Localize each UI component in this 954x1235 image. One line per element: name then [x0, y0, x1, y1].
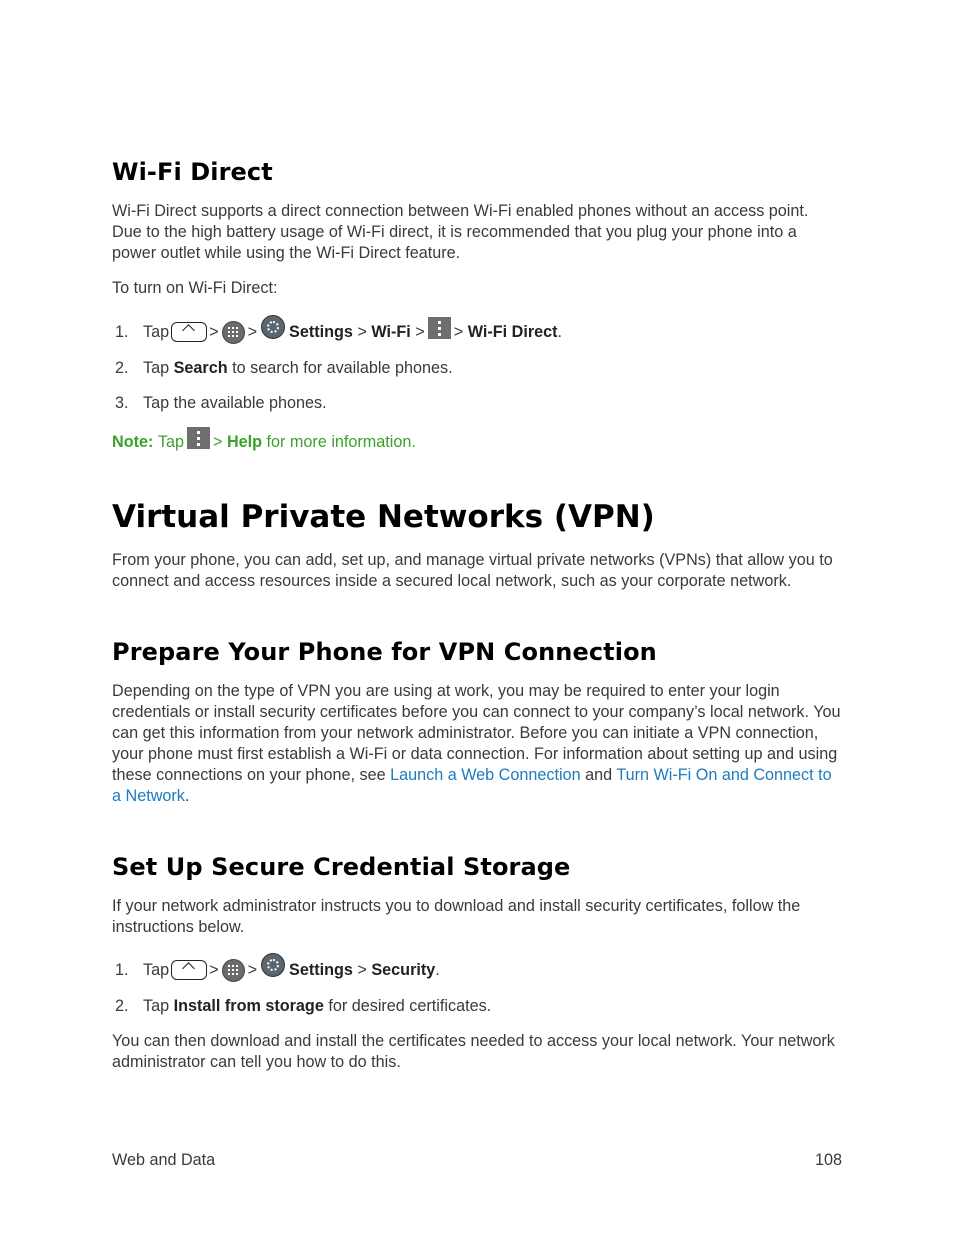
home-icon: [171, 322, 207, 342]
apps-icon: [222, 321, 245, 344]
prepare-body: Depending on the type of VPN you are using at work, you may be required to enter your login credentials or install security certificates before you can connect to your company’s local network. You can get this information from your network administrator. Before you can initiate a VPN connection, your phone must first establish a Wi-Fi or data connection. For information about setting up and using these connections on your phone, see Launch a Web Connection and Turn Wi-Fi On and Connect to a Network.: [112, 682, 841, 805]
settings-gear-icon: [261, 315, 285, 339]
wifi-direct-step-1: 1. Tap > > Settings > Wi-Fi > > Wi-Fi Direct .: [115, 320, 562, 344]
section-title-prepare: Prepare Your Phone for VPN Connection: [112, 638, 657, 666]
wifi-direct-step-2: 2. Tap Search to search for available phones.: [115, 359, 453, 377]
section-title-wifi-direct: Wi-Fi Direct: [112, 158, 273, 186]
page-number: 108: [814, 1151, 842, 1169]
storage-step-1: 1. Tap > > Settings > Security .: [115, 958, 440, 982]
section-title-storage: Set Up Secure Credential Storage: [112, 853, 571, 881]
menu-icon: [428, 317, 451, 339]
apps-icon: [222, 959, 245, 982]
wifi-direct-intro: Wi-Fi Direct supports a direct connection between Wi-Fi enabled phones without an access point. Due to the high battery usage of Wi-Fi direct, it is recommended that you plug your phone into a power outlet while using the Wi-Fi Direct feature.: [112, 202, 809, 262]
vpn-intro: From your phone, you can add, set up, and manage virtual private networks (VPNs) that allow you to connect and access resources inside a secured local network, such as your corporate network.: [112, 551, 833, 590]
launch-web-connection-link[interactable]: Launch a Web Connection: [390, 766, 581, 784]
storage-intro: If your network administrator instructs you to download and install security certificates, follow the instructions below.: [112, 897, 801, 936]
footer-section: Web and Data: [112, 1151, 216, 1169]
turn-wifi-on-link[interactable]: Turn Wi-Fi On and Connect to a Network: [112, 766, 832, 805]
menu-icon: [187, 427, 210, 449]
settings-gear-icon: [261, 953, 285, 977]
page-title-vpn: Virtual Private Networks (VPN): [112, 499, 655, 535]
home-icon: [171, 960, 207, 980]
wifi-direct-note: Note: Tap > Help for more information.: [112, 430, 416, 454]
storage-outro: You can then download and install the certificates needed to access your local network. Your network administrator can tell you how to do this.: [112, 1032, 835, 1071]
storage-step-2: 2. Tap Install from storage for desired certificates.: [115, 997, 492, 1015]
wifi-direct-step-3: 3. Tap the available phones.: [115, 394, 327, 412]
wifi-direct-turn-on: To turn on Wi-Fi Direct:: [112, 279, 278, 297]
